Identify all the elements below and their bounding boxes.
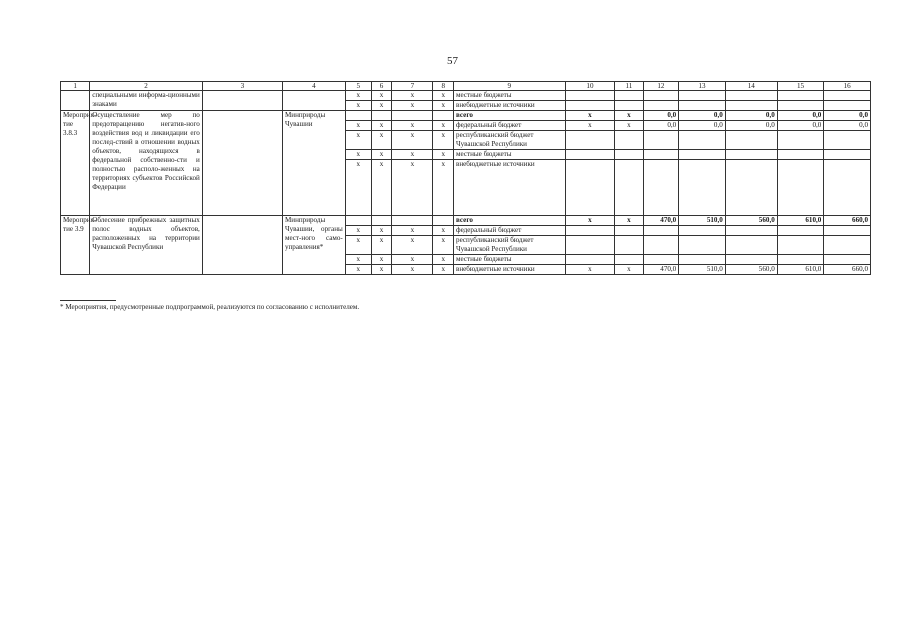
- executor-cell: Минприроды Чувашии, органы мест-ного само-управления*: [282, 216, 345, 275]
- code-cell: x: [392, 160, 433, 216]
- code-cell: x: [433, 131, 454, 150]
- funding-source: федеральный бюджет: [454, 226, 566, 236]
- code-cell: x: [345, 255, 371, 265]
- code-cell: x: [345, 121, 371, 131]
- code-cell: x: [392, 150, 433, 160]
- value-cell: 0,0: [679, 121, 726, 131]
- column-number: 14: [725, 82, 777, 91]
- code-cell: x: [392, 121, 433, 131]
- funding-source: местные бюджеты: [454, 91, 566, 101]
- value-cell: x: [615, 111, 643, 121]
- code-cell: x: [345, 226, 371, 236]
- activity-description: Облесение прибрежных защитных полос водных объектов, расположенных на территории Чувашской Республики: [90, 216, 203, 275]
- table-row: [61, 216, 871, 226]
- code-cell: x: [433, 255, 454, 265]
- table-row: [61, 111, 871, 121]
- code-cell: [433, 111, 454, 121]
- code-cell: x: [371, 160, 392, 216]
- code-cell: x: [392, 255, 433, 265]
- value-cell: 0,0: [725, 121, 777, 131]
- funding-source: внебюджетные источники: [454, 101, 566, 111]
- code-cell: [371, 111, 392, 121]
- code-cell: [433, 216, 454, 226]
- code-cell: x: [433, 101, 454, 111]
- value-cell: 0,0: [824, 111, 871, 121]
- code-cell: x: [371, 121, 392, 131]
- code-cell: x: [433, 236, 454, 255]
- value-cell: 0,0: [679, 111, 726, 121]
- code-cell: x: [371, 91, 392, 101]
- code-cell: x: [371, 265, 392, 275]
- code-cell: x: [371, 255, 392, 265]
- funding-source: внебюджетные источники: [454, 160, 566, 216]
- column-number: 5: [345, 82, 371, 91]
- code-cell: [371, 216, 392, 226]
- funding-source: республиканский бюджет Чувашской Республики: [454, 131, 566, 150]
- code-cell: x: [433, 226, 454, 236]
- column-number: 8: [433, 82, 454, 91]
- column-number: 1: [61, 82, 90, 91]
- value-cell: 660,0: [824, 265, 871, 275]
- code-cell: x: [345, 150, 371, 160]
- value-cell: 470,0: [643, 265, 679, 275]
- page-number: 57: [447, 55, 458, 67]
- value-cell: x: [615, 265, 643, 275]
- column-number: 7: [392, 82, 433, 91]
- activity-description: специальными информа-ционными знаками: [90, 91, 203, 111]
- code-cell: x: [392, 101, 433, 111]
- code-cell: x: [433, 265, 454, 275]
- funding-source: местные бюджеты: [454, 150, 566, 160]
- activity-number: Мероприя-тие 3.8.3: [61, 111, 90, 216]
- table-row: [61, 91, 871, 101]
- column-numbers-row: [61, 82, 871, 91]
- value-cell: x: [565, 265, 615, 275]
- value-cell: 0,0: [777, 111, 824, 121]
- column-number: 2: [90, 82, 203, 91]
- code-cell: x: [433, 160, 454, 216]
- value-cell: 510,0: [679, 216, 726, 226]
- code-cell: x: [392, 131, 433, 150]
- column-number: 6: [371, 82, 392, 91]
- activity-number: Мероприя-тие 3.9: [61, 216, 90, 275]
- code-cell: x: [345, 160, 371, 216]
- code-cell: [345, 216, 371, 226]
- column-number: 13: [679, 82, 726, 91]
- value-cell: 610,0: [777, 265, 824, 275]
- column-number: 3: [202, 82, 282, 91]
- value-cell: x: [565, 121, 615, 131]
- code-cell: x: [345, 91, 371, 101]
- code-cell: x: [392, 91, 433, 101]
- code-cell: x: [392, 265, 433, 275]
- code-cell: x: [371, 226, 392, 236]
- code-cell: x: [371, 236, 392, 255]
- code-cell: x: [345, 265, 371, 275]
- code-cell: [392, 216, 433, 226]
- column-number: 10: [565, 82, 615, 91]
- value-cell: 0,0: [725, 111, 777, 121]
- program-table: [60, 81, 871, 275]
- code-cell: x: [433, 150, 454, 160]
- code-cell: x: [371, 150, 392, 160]
- code-cell: x: [371, 101, 392, 111]
- code-cell: x: [433, 121, 454, 131]
- empty-cell: [202, 111, 282, 216]
- value-cell: 560,0: [725, 216, 777, 226]
- value-cell: 560,0: [725, 265, 777, 275]
- code-cell: [392, 111, 433, 121]
- activity-description: Осуществление мер по предотвращению негатив-ного воздействия вод и ликвидации его послед-ствий в отношении водных объектов, находящихся в федеральной собственно-сти и полностью располо-женных на территориях субъектов Российской Федерации: [90, 111, 203, 216]
- column-number: 11: [615, 82, 643, 91]
- code-cell: x: [392, 226, 433, 236]
- value-cell: 0,0: [643, 111, 679, 121]
- empty-cell: [202, 216, 282, 275]
- column-number: 12: [643, 82, 679, 91]
- column-number: 4: [282, 82, 345, 91]
- value-cell: 470,0: [643, 216, 679, 226]
- footnote-divider: [60, 300, 116, 301]
- column-number: 9: [454, 82, 566, 91]
- footnote: * Мероприятия, предусмотренные подпрограммой, реализуются по согласованию с исполнителем.: [60, 303, 360, 311]
- code-cell: x: [392, 236, 433, 255]
- activity-cell: [61, 91, 90, 111]
- empty-cell: [202, 91, 282, 111]
- code-cell: x: [371, 131, 392, 150]
- value-cell: x: [615, 216, 643, 226]
- value-cell: 660,0: [824, 216, 871, 226]
- code-cell: x: [345, 101, 371, 111]
- executor-cell: [282, 91, 345, 111]
- funding-source: внебюджетные источники: [454, 265, 566, 275]
- code-cell: x: [345, 131, 371, 150]
- executor-cell: Минприроды Чувашии: [282, 111, 345, 216]
- funding-source: республиканский бюджет Чувашской Республики: [454, 236, 566, 255]
- column-number: 16: [824, 82, 871, 91]
- value-cell: x: [615, 121, 643, 131]
- value-cell: x: [565, 111, 615, 121]
- code-cell: x: [433, 91, 454, 101]
- code-cell: [345, 111, 371, 121]
- code-cell: x: [345, 236, 371, 255]
- funding-source: всего: [454, 111, 566, 121]
- funding-source: местные бюджеты: [454, 255, 566, 265]
- value-cell: x: [565, 216, 615, 226]
- value-cell: 0,0: [643, 121, 679, 131]
- value-cell: 0,0: [824, 121, 871, 131]
- value-cell: 0,0: [777, 121, 824, 131]
- column-number: 15: [777, 82, 824, 91]
- funding-source: всего: [454, 216, 566, 226]
- value-cell: 610,0: [777, 216, 824, 226]
- value-cell: 510,0: [679, 265, 726, 275]
- funding-source: федеральный бюджет: [454, 121, 566, 131]
